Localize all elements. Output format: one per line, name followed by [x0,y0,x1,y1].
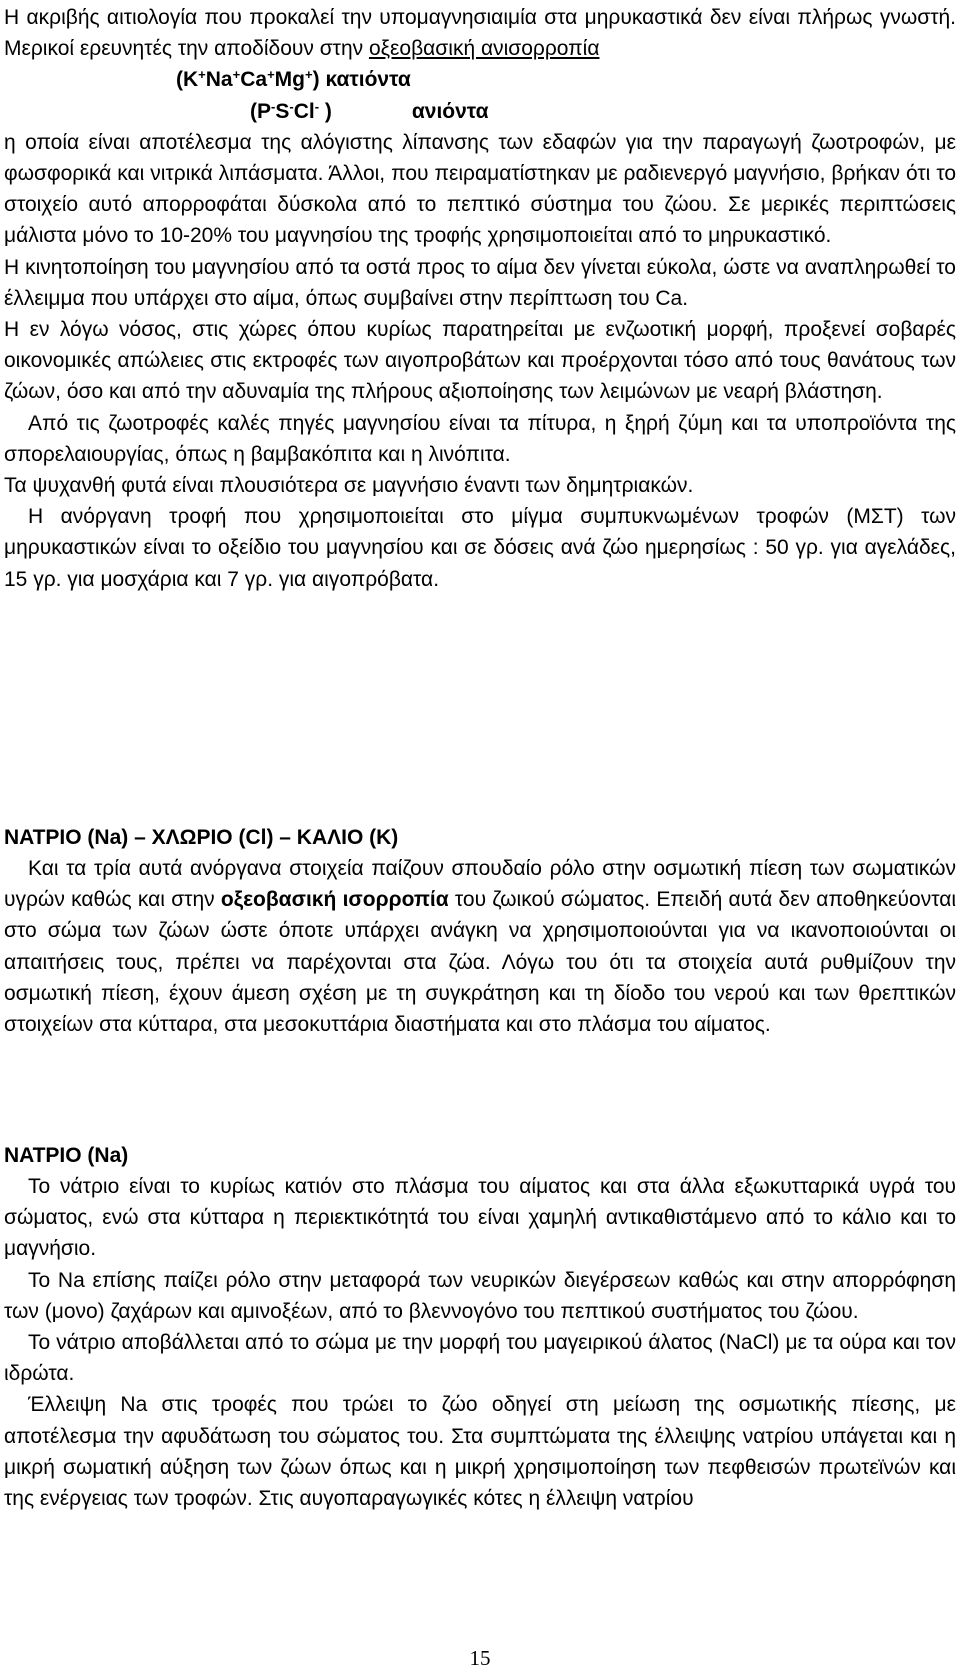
page-number: 15 [469,1646,491,1670]
paragraph-legumes: Τα ψυχανθή φυτά είναι πλουσιότερα σε μαγνήσιο έναντι των δημητριακών. [4,474,694,498]
intro-rest: η οποία είναι αποτέλεσμα της αλόγιστης λίπανσης των εδαφών για την παραγωγή ζωοτροφών, με φωσφορικά και νιτρικά λιπάσματα. Άλλοι, που πειραματίστηκαν με ραδιενεργό μαγνήσιο, βρήκαν ότι το στοιχείο αυτό απορροφάται δύσκολα από το πεπτικό σύστημα του ζώου. Σε μερικές περιπτώσεις μάλιστα μόνο το 10-20% του μαγνησίου της τροφής χρησιμοποιείται από το μηρυκαστικό. [4,130,956,248]
sodium-paragraph-4: Έλλειψη Na στις τροφές που τρώει το ζώο οδηγεί στη μείωση της οσμωτικής πίεσης, με αποτέλεσμα την αφυδάτωση του σώματος του. Στα συμπτώματα της έλλειψης νατρίου υπάγεται και η μικρή σωματική αύξηση των ζώων όπως και η μικρή χρησιμοποίηση των πεφθεισών πρωτεϊνών και της ενέργειας των τροφών. Στις αυγοπαραγωγικές κότες η έλλειψη νατρίου [4,1393,956,1511]
paragraph-feed-sources: Από τις ζωοτροφές καλές πηγές μαγνησίου είναι τα πίτυρα, η ξηρή ζύμη και τα υποπροϊόντα της σπορελαιουργίας, όπως η βαμβακόπιτα και η λινόπιτα. [4,411,956,466]
intro-paragraph [4,2,956,64]
acid-base-bold: οξεοβασική ισορροπία [220,888,449,912]
paragraph-inorganic-feed: Η ανόργανη τροφή που χρησιμοποιείται στο μίγμα συμπυκνωμένων τροφών (ΜΣΤ) των μηρυκαστικών είναι το οξείδιο του μαγνησίου και σε δόσεις ανά ζώο ημερησίως : 50 γρ. για αγελάδες, 15 γρ. για μοσχάρια και 7 γρ. για αιγοπρόβατα. [4,505,956,591]
cations-label: κατιόντα [325,68,411,92]
intro-text: Η ακριβής αιτιολογία που προκαλεί την υπομαγνησιαιμία στα μηρυκαστικά δεν είναι πλήρως γνωστή. Μερικοί ερευνητές την αποδίδουν στην [4,6,956,61]
section-heading-na-cl-k: ΝΑΤΡΙΟ (Na) – ΧΛΩΡΙΟ (Cl) – ΚΑΛΙΟ (Κ) [4,826,399,849]
section2-block [4,1171,956,1514]
section1-paragraph: Και τα τρία αυτά ανόργανα στοιχεία παίζουν σπουδαίο ρόλο στην οσμωτική πίεση των σωματικών υγρών καθώς και στην οξεοβασική ισορροπία του ζωικού σώματος. Επειδή αυτά δεν αποθηκεύονται στο σώμα των ζώων ώστε όποτε υπάρχει ανάγκη να χρησιμοποιούνται για να ικανοποιούνται οι απαιτήσεις τους, πρέπει να παρέχονται στα ζώα. Λόγω του ότι τα στοιχεία αυτά ρυθμίζουν την οσμωτική πίεση, έχουν άμεση σχέση με τη συγκράτηση και τη δίοδο του νερού και των θρεπτικών στοιχείων στα κύτταρα, στα μεσοκυττάρια διαστήματα και στο πλάσμα του αίματος. [4,857,956,1037]
anions-label: ανιόντα [411,99,489,123]
paragraph-economic-losses: Η εν λόγω νόσος, στις χώρες όπου κυρίως παρατηρείται με ενζωοτική μορφή, προξενεί σοβαρές οικονομικές απώλειες στις εκτροφές των αιγοπροβάτων και προέρχονται τόσο από τους θανάτους των ζώων, όσο και από την αδυναμία της πλήρους αξιοποίησης των λειμώνων με νεαρή βλάστηση. [4,318,956,404]
sodium-paragraph-1: Το νάτριο είναι το κυρίως κατιόν στο πλάσμα του αίματος και στα άλλα εξωκυτταρικά υγρά του σώματος, ενώ στα κύτταρα η περιεκτικότητά του είναι χαμηλή αντικαθιστάμενο από το κάλιο και το μαγνήσιο. [4,1175,956,1261]
sodium-paragraph-2: Το Na επίσης παίζει ρόλο στην μεταφορά των νευρικών διεγέρσεων καθώς και στην απορρόφηση των (μονο) ζαχάρων και αμινοξέων, από το βλεννογόνο του πεπτικού συστήματος του ζώου. [4,1268,956,1323]
intro-block [4,2,956,595]
cations-line: (K+Na+Ca+Mg+) κατιόντα [176,67,411,92]
anions-line: (P-S-Cl- ) ανιόντα [250,98,489,123]
paragraph-bone-mobilization: Η κινητοποίηση του μαγνησίου από τα οστά προς το αίμα δεν γίνεται εύκολα, ώστε να αναπληρωθεί το έλλειμμα που υπάρχει στο αίμα, όπως συμβαίνει στην περίπτωση του Ca. [4,255,956,310]
section-heading-sodium: ΝΑΤΡΙΟ (Na) [4,1144,129,1167]
section1-block [4,853,956,1040]
sodium-paragraph-3: Το νάτριο αποβάλλεται από το σώμα με την μορφή του μαγειρικού άλατος (NaCl) με τα ούρα και τον ιδρώτα. [4,1331,956,1386]
acid-base-link[interactable]: οξεοβασική ανισορροπία [368,37,600,61]
